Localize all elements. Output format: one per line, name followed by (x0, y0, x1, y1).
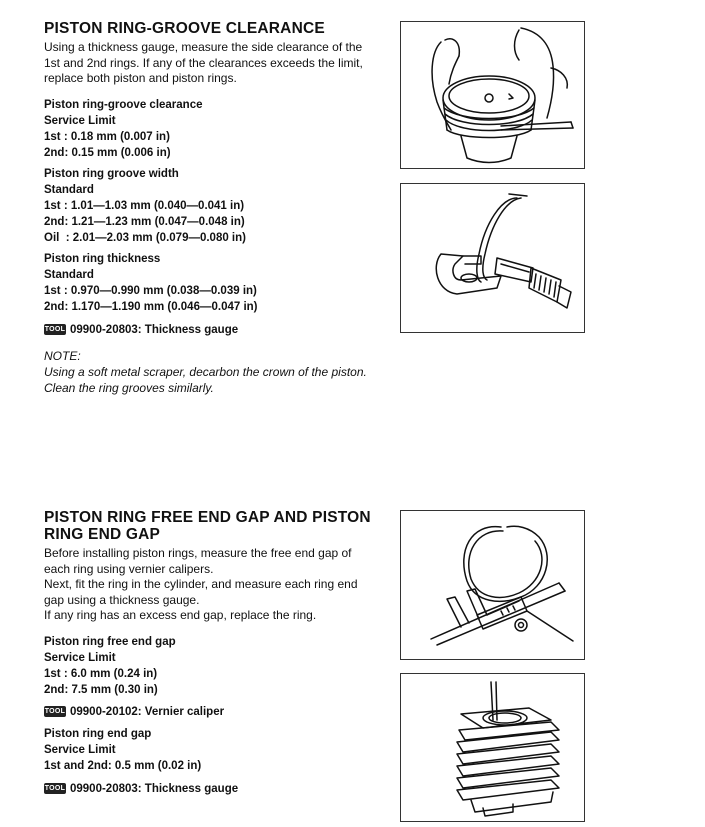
tool-text: 09900-20803: Thickness gauge (70, 782, 239, 795)
spec-label: Piston ring free end gap (44, 635, 176, 648)
intro-paragraph (44, 40, 389, 87)
spec-value: 1st and 2nd: 0.5 mm (0.02 in) (44, 759, 202, 772)
piston-gauge-illustration (401, 22, 584, 168)
spec-groove-width (44, 166, 389, 246)
spec-value: 1st : 0.18 mm (0.007 in) (44, 130, 170, 143)
tool-icon: TOOL (44, 785, 66, 792)
note-block (44, 348, 389, 396)
tool-reference (44, 783, 389, 795)
tool-text: 09900-20803: Thickness gauge (70, 323, 239, 336)
section-ring-groove-clearance (44, 20, 389, 396)
spec-value: 1st : 1.01—1.03 mm (0.040—0.041 in) (44, 199, 245, 212)
spec-label: Piston ring groove width (44, 167, 179, 180)
note-line: Using a soft metal scraper, decarbon the crown of the piston. (44, 364, 367, 379)
spec-sub: Standard (44, 268, 94, 281)
spec-label: Piston ring thickness (44, 252, 161, 265)
intro-line: Next, fit the ring in the cylinder, and measure each ring end (44, 577, 358, 591)
figure-piston-thickness-gauge (400, 21, 585, 169)
spec-value: 2nd: 1.21—1.23 mm (0.047—0.048 in) (44, 215, 245, 228)
tool-reference (44, 324, 389, 336)
spec-value: 2nd: 0.15 mm (0.006 in) (44, 146, 171, 159)
intro-line: Before installing piston rings, measure the free end gap of (44, 546, 352, 560)
micrometer-illustration (401, 184, 584, 332)
note-label: NOTE: (44, 348, 81, 363)
spec-free-end-gap (44, 634, 389, 698)
section-title: RING END GAP (44, 526, 161, 543)
intro-line: Using a thickness gauge, measure the side clearance of the (44, 40, 363, 54)
spec-value: 2nd: 7.5 mm (0.30 in) (44, 683, 158, 696)
tool-icon: TOOL (44, 326, 66, 333)
spec-sub: Service Limit (44, 651, 116, 664)
spec-label: Piston ring end gap (44, 727, 152, 740)
spec-sub: Service Limit (44, 743, 116, 756)
spec-sub: Standard (44, 183, 94, 196)
tool-reference (44, 706, 389, 718)
intro-line: 1st and 2nd rings. If any of the clearances exceeds the limit, (44, 55, 363, 70)
spec-sub: Service Limit (44, 114, 116, 127)
intro-line: replace both piston and piston rings. (44, 71, 237, 85)
spec-value: Oil : 2.01—2.03 mm (0.079—0.080 in) (44, 231, 246, 244)
intro-line: gap using a thickness gauge. (44, 592, 200, 607)
section-title: PISTON RING-GROOVE CLEARANCE (44, 20, 325, 37)
spec-clearance (44, 97, 389, 161)
caliper-illustration (401, 511, 584, 659)
spec-value: 1st : 0.970—0.990 mm (0.038—0.039 in) (44, 284, 257, 297)
intro-line: If any ring has an excess end gap, replace the ring. (44, 608, 317, 622)
section-ring-end-gap (44, 509, 389, 795)
spec-label: Piston ring-groove clearance (44, 98, 203, 111)
figure-micrometer-ring (400, 183, 585, 333)
section-title: PISTON RING FREE END GAP AND PISTON (44, 509, 371, 526)
spec-end-gap (44, 726, 389, 774)
intro-paragraph (44, 546, 389, 624)
spec-value: 2nd: 1.170—1.190 mm (0.046—0.047 in) (44, 300, 258, 313)
tool-icon: TOOL (44, 708, 66, 715)
figure-vernier-caliper-ring (400, 510, 585, 660)
tool-text: 09900-20102: Vernier caliper (70, 705, 225, 718)
note-line: Clean the ring grooves similarly. (44, 380, 214, 395)
figure-cylinder-end-gap (400, 673, 585, 822)
cylinder-illustration (401, 674, 584, 821)
intro-line: each ring using vernier calipers. (44, 561, 214, 576)
spec-value: 1st : 6.0 mm (0.24 in) (44, 667, 158, 680)
spec-thickness (44, 251, 389, 315)
